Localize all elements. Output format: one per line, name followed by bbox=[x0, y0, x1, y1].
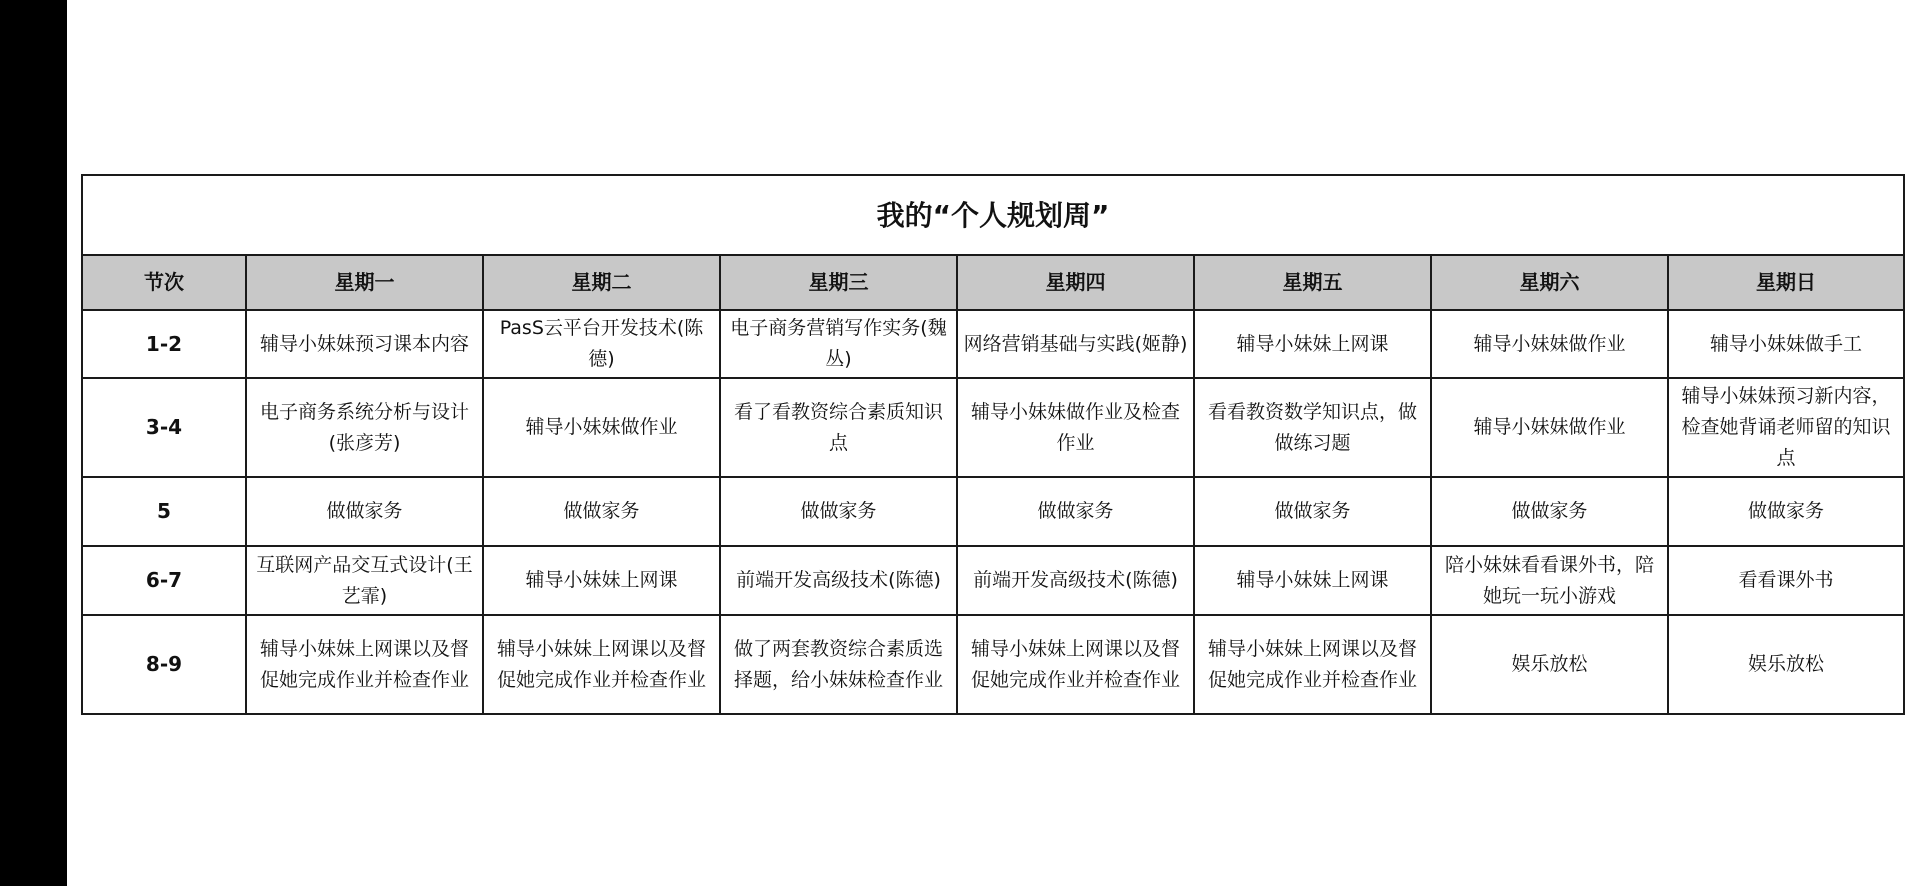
period-cell: 8-9 bbox=[82, 615, 246, 714]
table-row bbox=[82, 477, 1904, 546]
header-friday: 星期五 bbox=[1194, 255, 1431, 310]
schedule-cell: 做做家务 bbox=[246, 477, 483, 546]
schedule-cell: 辅导小妹妹上网课 bbox=[1194, 546, 1431, 615]
schedule-cell: 辅导小妹妹做作业 bbox=[1431, 378, 1668, 477]
schedule-cell: 辅导小妹妹上网课 bbox=[483, 546, 720, 615]
schedule-cell: 娱乐放松 bbox=[1668, 615, 1904, 714]
schedule-cell: 辅导小妹妹上网课 bbox=[1194, 310, 1431, 378]
schedule-cell: 做做家务 bbox=[1431, 477, 1668, 546]
schedule-cell: 辅导小妹妹预习新内容，检查她背诵老师留的知识点 bbox=[1668, 378, 1904, 477]
period-cell: 6-7 bbox=[82, 546, 246, 615]
header-monday: 星期一 bbox=[246, 255, 483, 310]
schedule-cell: 辅导小妹妹上网课以及督促她完成作业并检查作业 bbox=[483, 615, 720, 714]
schedule-cell: 看了看教资综合素质知识点 bbox=[720, 378, 957, 477]
period-cell: 3-4 bbox=[82, 378, 246, 477]
weekly-schedule-table bbox=[81, 174, 1905, 715]
schedule-cell: 辅导小妹妹预习课本内容 bbox=[246, 310, 483, 378]
header-row bbox=[82, 255, 1904, 310]
header-thursday: 星期四 bbox=[957, 255, 1194, 310]
schedule-cell: 做做家务 bbox=[720, 477, 957, 546]
schedule-cell: 辅导小妹妹上网课以及督促她完成作业并检查作业 bbox=[1194, 615, 1431, 714]
schedule-cell: 前端开发高级技术(陈德) bbox=[957, 546, 1194, 615]
header-period: 节次 bbox=[82, 255, 246, 310]
schedule-cell: 前端开发高级技术(陈德) bbox=[720, 546, 957, 615]
title-row bbox=[82, 175, 1904, 255]
schedule-cell: 网络营销基础与实践(姬静) bbox=[957, 310, 1194, 378]
table-row bbox=[82, 546, 1904, 615]
schedule-cell: 辅导小妹妹做作业 bbox=[1431, 310, 1668, 378]
schedule-cell: PasS云平台开发技术(陈德) bbox=[483, 310, 720, 378]
table-title: 我的“个人规划周” bbox=[82, 175, 1904, 255]
schedule-cell: 做做家务 bbox=[1668, 477, 1904, 546]
period-cell: 1-2 bbox=[82, 310, 246, 378]
schedule-cell: 做了两套教资综合素质选择题，给小妹妹检查作业 bbox=[720, 615, 957, 714]
table-row bbox=[82, 378, 1904, 477]
header-tuesday: 星期二 bbox=[483, 255, 720, 310]
schedule-cell: 看看课外书 bbox=[1668, 546, 1904, 615]
schedule-cell: 互联网产品交互式设计(王艺霏) bbox=[246, 546, 483, 615]
schedule-cell: 陪小妹妹看看课外书，陪她玩一玩小游戏 bbox=[1431, 546, 1668, 615]
schedule-cell: 电子商务营销写作实务(魏丛) bbox=[720, 310, 957, 378]
schedule-cell: 辅导小妹妹上网课以及督促她完成作业并检查作业 bbox=[246, 615, 483, 714]
header-saturday: 星期六 bbox=[1431, 255, 1668, 310]
header-wednesday: 星期三 bbox=[720, 255, 957, 310]
schedule-cell: 辅导小妹妹做作业及检查作业 bbox=[957, 378, 1194, 477]
table-row bbox=[82, 615, 1904, 714]
schedule-cell: 看看教资数学知识点，做做练习题 bbox=[1194, 378, 1431, 477]
left-black-margin bbox=[0, 0, 67, 886]
schedule-cell: 电子商务系统分析与设计(张彦芳) bbox=[246, 378, 483, 477]
schedule-cell: 辅导小妹妹上网课以及督促她完成作业并检查作业 bbox=[957, 615, 1194, 714]
schedule-cell: 做做家务 bbox=[957, 477, 1194, 546]
schedule-cell: 做做家务 bbox=[1194, 477, 1431, 546]
schedule-cell: 辅导小妹妹做手工 bbox=[1668, 310, 1904, 378]
period-cell: 5 bbox=[82, 477, 246, 546]
schedule-cell: 辅导小妹妹做作业 bbox=[483, 378, 720, 477]
table-row bbox=[82, 310, 1904, 378]
schedule-cell: 做做家务 bbox=[483, 477, 720, 546]
header-sunday: 星期日 bbox=[1668, 255, 1904, 310]
schedule-cell: 娱乐放松 bbox=[1431, 615, 1668, 714]
